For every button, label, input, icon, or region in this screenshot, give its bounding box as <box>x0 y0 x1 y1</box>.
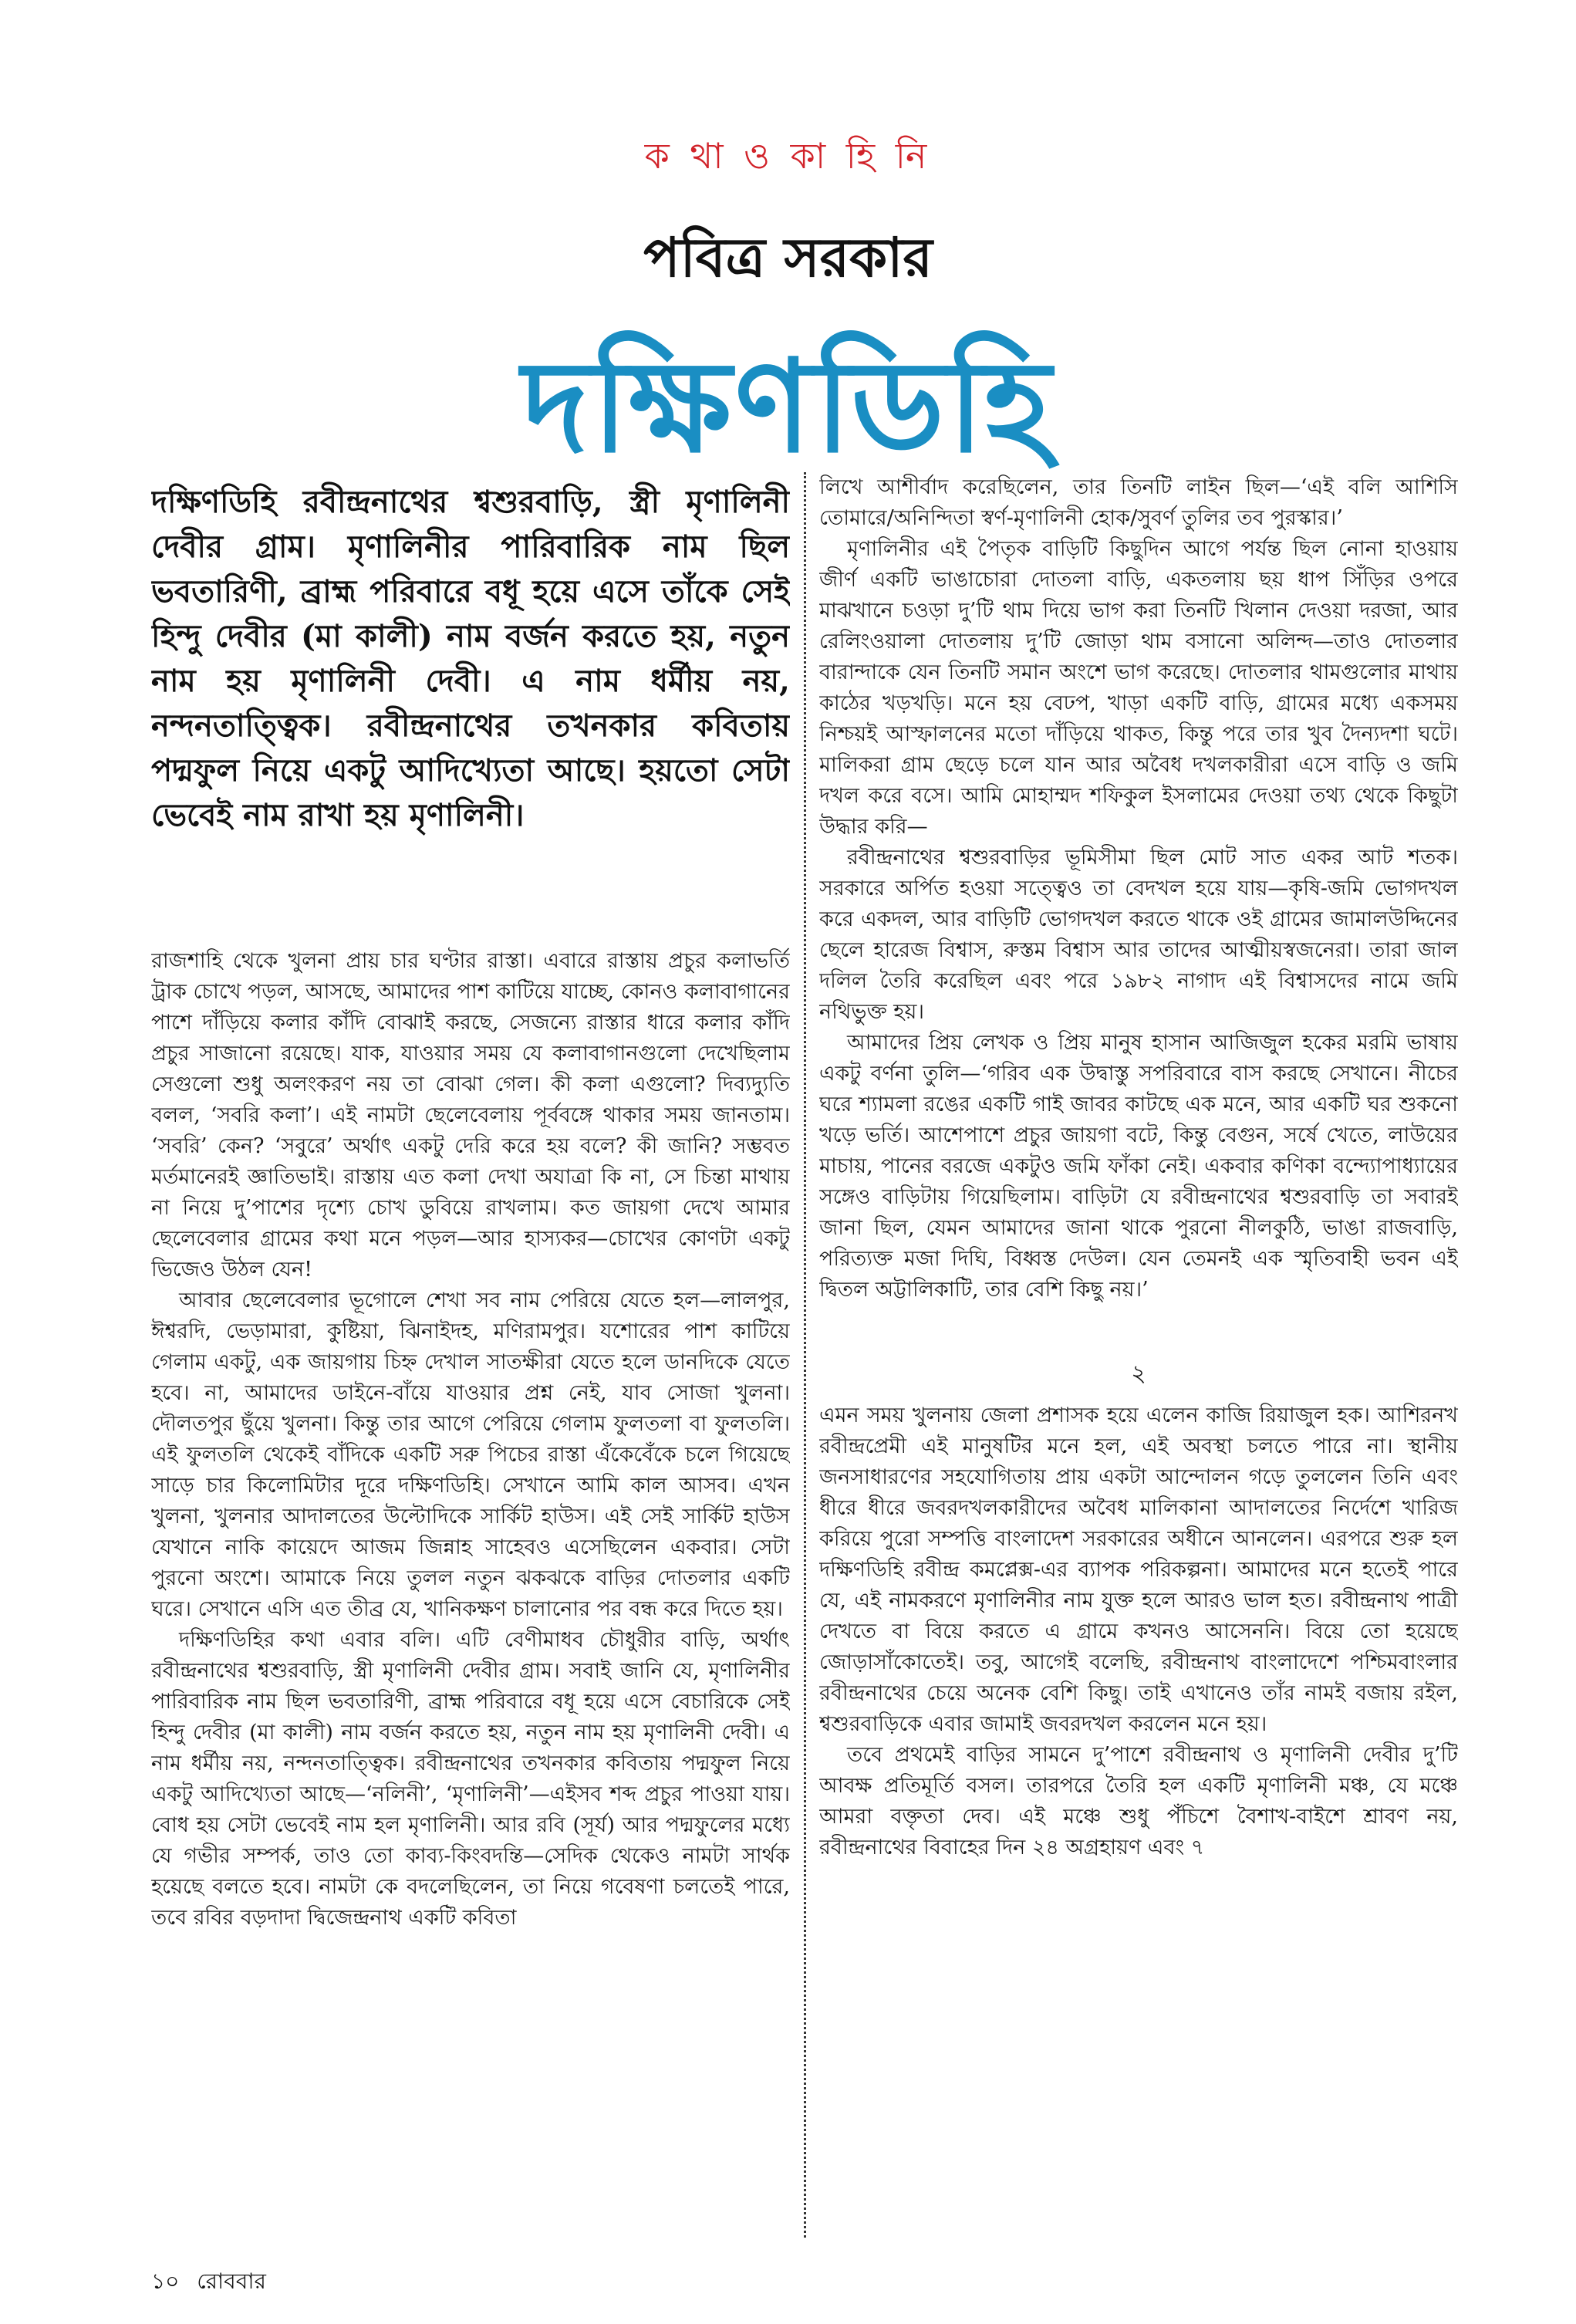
body-paragraph: এমন সময় খুলনায় জেলা প্রশাসক হয়ে এলেন কাজি রিয়াজুল হক। আশিরনখ রবীন্দ্রপ্রেমী এই মানুষটির মনে হল, এই অবস্থা চলতে পারে না। স্থানীয় জনসাধারণের সহযোগিতায় প্রায় একটা আন্দোলন গড়ে তুললেন তিনি এবং ধীরে ধীরে জবরদখলকারীদের অবৈধ মালিকানা আদালতের নির্দেশে খারিজ করিয়ে পুরো সম্পত্তি বাংলাদেশ সরকারের অধীনে আনলেন। এরপরে শুরু হল দক্ষিণডিহি রবীন্দ্র কমপ্লেক্স-এর ব্যাপক পরিকল্পনা। আমাদের মনে হতেই পারে যে, এই নামকরণে মৃণালিনীর নাম যুক্ত হলে আরও ভাল হত। রবীন্দ্রনাথ পাত্রী দেখতে বা বিয়ে করতে এ গ্রামে কখনও আসেননি। বিয়ে তো হয়েছে জোড়াসাঁকোতেই। তবু, আগেই বলেছি, রবীন্দ্রনাথ বাংলাদেশে পশ্চিমবাংলার রবীন্দ্রনাথের চেয়ে অনেক বেশি কিছু। তাই এখানেও তাঁর নামই বজায় রইল, শ্বশুরবাড়িকে এবার জামাই জবরদখল করলেন মনে হয়। <box>819 1404 1458 1736</box>
body-paragraph: তবে প্রথমেই বাড়ির সামনে দু’পাশে রবীন্দ্রনাথ ও মৃণালিনী দেবীর দু’টি আবক্ষ প্রতিমূর্তি বসল। তারপরে তৈরি হল একটি মৃণালিনী মঞ্চ, যে মঞ্চে আমরা বক্তৃতা দেব। এই মঞ্চে শুধু পঁচিশে বৈশাখ-বাইশে শ্রাবণ নয়, রবীন্দ্রনাথের বিবাহের দিন ২৪ অগ্রহায়ণ এবং ৭ <box>819 1743 1458 1860</box>
body-paragraph: দক্ষিণডিহির কথা এবার বলি। এটি বেণীমাধব চৌধুরীর বাড়ি, অর্থাৎ রবীন্দ্রনাথের শ্বশুরবাড়ি, স্ত্রী মৃণালিনী দেবীর গ্রাম। সবাই জানি যে, মৃণালিনীর পারিবারিক নাম ছিল ভবতারিণী, ব্রাহ্ম পরিবারে বধূ হয়ে এসে বেচারিকে সেই হিন্দু দেবীর (মা কালী) নাম বর্জন করতে হয়, নতুন নাম হয় মৃণালিনী দেবী। এ নাম ধর্মীয় নয়, নন্দনতাত্ত্বিক। রবীন্দ্রনাথের তখনকার কবিতায় পদ্মফুল নিয়ে একটু আদিখ্যেতা আছে—‘নলিনী’, ‘মৃণালিনী’—এইসব শব্দ প্রচুর পাওয়া যায়। বোধ হয় সেটা ভেবেই নাম হল মৃণালিনী। আর রবি (সূর্য) আর পদ্মফুলের মধ্যে যে গভীর সম্পর্ক, তাও তো কাব্য-কিংবদন্তি—সেদিক থেকেও নামটা সার্থক হয়েছে বলতে হবে। নামটা কে বদলেছিলেন, তা নিয়ে গবেষণা চলতেই পারে, তবে রবির বড়দাদা দ্বিজেন্দ্রনাথ একটি কবিতা <box>151 1628 790 1930</box>
left-column <box>151 472 790 2238</box>
author-name: পবিত্র সরকার <box>643 225 933 289</box>
body-paragraph: আবার ছেলেবেলার ভূগোলে শেখা সব নাম পেরিয়ে যেতে হল—লালপুর, ঈশ্বরদি, ভেড়ামারা, কুষ্টিয়া, ঝিনাইদহ, মণিরামপুর। যশোরের পাশ কাটিয়ে গেলাম একটু, এক জায়গায় চিহ্ন দেখাল সাতক্ষীরা যেতে হলে ডানদিকে যেতে হবে। না, আমাদের ডাইনে-বাঁয়ে যাওয়ার প্রশ্ন নেই, যাব সোজা খুলনা। দৌলতপুর ছুঁয়ে খুলনা। কিন্তু তার আগে পেরিয়ে গেলাম ফুলতলা বা ফুলতলি। এই ফুলতলি থেকেই বাঁদিকে একটি সরু পিচের রাস্তা এঁকেবেঁকে চলে গিয়েছে সাড়ে চার কিলোমিটার দূরে দক্ষিণডিহি। সেখানে আমি কাল আসব। এখন খুলনা, খুলনার আদালতের উল্টোদিকে সার্কিট হাউস। এই সেই সার্কিট হাউস যেখানে নাকি কায়েদে আজম জিন্নাহ সাহেবও এসেছিলেন একবার। সেটা পুরনো অংশে। আমাকে নিয়ে তুলল নতুন ঝকঝকে বাড়ির দোতলার একটি ঘরে। সেখানে এসি এত তীব্র যে, খানিকক্ষণ চালানোর পর বন্ধ করে দিতে হয়। <box>151 1289 790 1621</box>
body-paragraph: মৃণালিনীর এই পৈতৃক বাড়িটি কিছুদিন আগে পর্যন্ত ছিল নোনা হাওয়ায় জীর্ণ একটি ভাঙাচোরা দোতলা বাড়ি, একতলায় ছয় ধাপ সিঁড়ির ওপরে মাঝখানে চওড়া দু’টি থাম দিয়ে ভাগ করা তিনটি খিলান দেওয়া দরজা, আর রেলিংওয়ালা দোতলায় দু’টি জোড়া থাম বসানো অলিন্দ—তাও দোতলার বারান্দাকে যেন তিনটি সমান অংশে ভাগ করেছে। দোতলার থামগুলোর মাথায় কাঠের খড়খড়ি। মনে হয় বেঢপ, খাড়া একটি বাড়ি, গ্রামের মধ্যে একসময় নিশ্চয়ই আস্ফালনের মতো দাঁড়িয়ে থাকত, কিন্তু পরে তার খুব দৈন্যদশা ঘটে। মালিকরা গ্রাম ছেড়ে চলে যান আর অবৈধ দখলকারীরা এসে বাড়ি ও জমি দখল করে বসে। আমি মোহাম্মদ শফিকুল ইসলামের দেওয়া তথ্য থেকে কিছুটা উদ্ধার করি— <box>819 537 1458 839</box>
body-paragraph: আমাদের প্রিয় লেখক ও প্রিয় মানুষ হাসান আজিজুল হকের মরমি ভাষায় একটু বর্ণনা তুলি—‘গরিব এক উদ্বাস্তু সপরিবারে বাস করছে সেখানে। নীচের ঘরে শ্যামলা রঙের একটি গাই জাবর কাটছে এক মনে, আর একটি ঘর শুকনো খড়ে ভর্তি। আশেপাশে প্রচুর জায়গা বটে, কিন্তু বেগুন, সর্ষে খেতে, লাউয়ের মাচায়, পানের বরজে একটুও জমি ফাঁকা নেই। একবার কণিকা বন্দ্যোপাধ্যায়ের সঙ্গেও বাড়িটায় গিয়েছিলাম। বাড়িটা যে রবীন্দ্রনাথের শ্বশুরবাড়ি তা সবারই জানা ছিল, যেমন আমাদের জানা থাকে পুরনো নীলকুঠি, ভাঙা রাজবাড়ি, পরিত্যক্ত মজা দিঘি, বিধ্বস্ত দেউল। যেন তেমনই এক স্মৃতিবাহী ভবন এই দ্বিতল অট্টালিকাটি, তার বেশি কিছু নয়।’ <box>819 1031 1458 1302</box>
publication-name: রোববার <box>197 2268 266 2294</box>
page-footer <box>151 2265 277 2301</box>
body-paragraph: রবীন্দ্রনাথের শ্বশুরবাড়ির ভূমিসীমা ছিল মোট সাত একর আট শতক। সরকারে অর্পিত হওয়া সত্ত্বেও তা বেদখল হয়ে যায়—কৃষি-জমি ভোগদখল করে একদল, আর বাড়িটি ভোগদখল করতে থাকে ওই গ্রামের জামালউদ্দিনের ছেলে হারেজ বিশ্বাস, রুস্তম বিশ্বাস আর তাদের আত্মীয়স্বজনেরা। তারা জাল দলিল তৈরি করেছিল এবং পরে ১৯৮২ নাগাদ এই বিশ্বাসদের নামে জমি নথিভুক্ত হয়। <box>819 846 1458 1024</box>
column-divider <box>804 472 806 2238</box>
section-label: ক থা ও কা হি নি <box>644 135 932 177</box>
page-number: ১০ <box>151 2268 180 2294</box>
lead-spacer <box>151 838 790 946</box>
body-paragraph: রাজশাহি থেকে খুলনা প্রায় চার ঘণ্টার রাস্তা। এবারে রাস্তায় প্রচুর কলাভর্তি ট্রাক চোখে পড়ল, আসছে, আমাদের পাশ কাটিয়ে যাচ্ছে, কোনও কলাবাগানের পাশে দাঁড়িয়ে কলার কাঁদি বোঝাই করছে, সেজন্যে রাস্তার ধারে কলার কাঁদি প্রচুর সাজানো রয়েছে। যাক, যাওয়ার সময় যে কলাবাগানগুলো দেখেছিলাম সেগুলো শুধু অলংকরণ নয় তা বোঝা গেল। কী কলা এগুলো? দিব্যদ্যুতি বলল, ‘সবরি কলা’। এই নামটা ছেলেবেলায় পূর্ববঙ্গে থাকার সময় জানতাম। ‘সবরি’ কেন? ‘সবুরে’ অর্থাৎ একটু দেরি করে হয় বলে? কী জানি? সম্ভবত মর্তমানেরই জ্ঞাতিভাই। রাস্তায় এত কলা দেখা অযাত্রা কি না, সে চিন্তা মাথায় না নিয়ে দু’পাশের দৃশ্যে চোখ ডুবিয়ে রাখলাম। কত জায়গা দেখে আমার ছেলেবেলার গ্রামের কথা মনে পড়ল—আর হাস্যকর—চোখের কোণটা একটু ভিজেও উঠল যেন! <box>151 949 790 1282</box>
right-column <box>819 472 1458 2238</box>
body-paragraph: লিখে আশীর্বাদ করেছিলেন, তার তিনটি লাইন ছিল—‘এই বলি আশিসি তোমারে/অনিন্দিতা স্বর্ণ-মৃণালিনী হোক/সুবর্ণ তুলির তব পুরস্কার।’ <box>819 475 1458 530</box>
section-number: ২ <box>1131 1360 1146 1387</box>
lead-paragraph: দক্ষিণডিহি রবীন্দ্রনাথের শ্বশুরবাড়ি, স্ত্রী মৃণালিনী দেবীর গ্রাম। মৃণালিনীর পারিবারিক নাম ছিল ভবতারিণী, ব্রাহ্ম পরিবারে বধূ হয়ে এসে তাঁকে সেই হিন্দু দেবীর (মা কালী) নাম বর্জন করতে হয়, নতুন নাম হয় মৃণালিনী দেবী। এ নাম ধর্মীয় নয়, নন্দনতাত্ত্বিক। রবীন্দ্রনাথের তখনকার কবিতায় পদ্মফুল নিয়ে একটু আদিখ্যেতা আছে। হয়তো সেটা ভেবেই নাম রাখা হয় মৃণালিনী। <box>151 484 790 833</box>
article-title: দক্ষিণডিহি <box>521 331 1055 481</box>
